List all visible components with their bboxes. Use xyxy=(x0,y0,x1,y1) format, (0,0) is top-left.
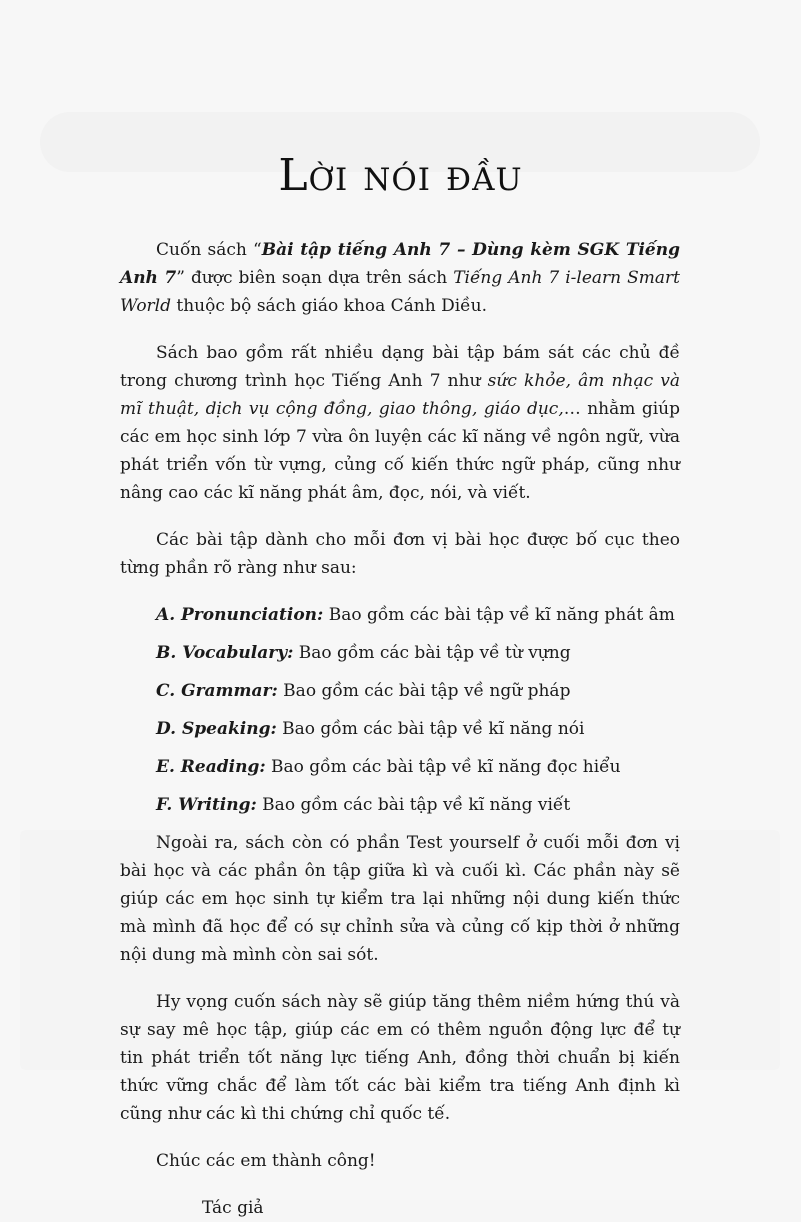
list-item: D. Speaking: Bao gồm các bài tập về kĩ năng nói xyxy=(156,719,585,739)
topics-paragraph: Sách bao gồm rất nhiều dạng bài tập bám sát các chủ đề trong chương trình học Tiếng Anh 7 như sức khỏe, âm nhạc và mĩ thuật, dịch vụ cộng đồng, giao thông, giáo dục,… nhằm giúp các em học sinh lớp 7 vừa ôn luyện các kĩ năng về ngôn ngữ, vừa phát triển vốn từ vựng, củng cố kiến thức ngữ pháp, cũng như nâng cao các kĩ năng phát âm, đọc, nói, và viết. xyxy=(120,343,680,503)
preface-body xyxy=(120,236,680,1222)
book-title: Bài tập tiếng Anh 7 – Dùng kèm SGK Tiếng Anh 7 xyxy=(120,240,680,288)
list-item: F. Writing: Bao gồm các bài tập về kĩ năng viết xyxy=(156,795,571,815)
signature: Tác giả xyxy=(202,1198,264,1218)
closing-line: Chúc các em thành công! xyxy=(156,1151,376,1171)
extra-paragraph: Ngoài ra, sách còn có phần Test yourself ở cuối mỗi đơn vị bài học và các phần ôn tập giữa kì và cuối kì. Các phần này sẽ giúp các em học sinh tự kiểm tra lại những nội dung kiến thức mà mình đã học để có sự chỉnh sửa và củng cố kịp thời ở những nội dung mà mình còn sai sót. xyxy=(120,833,680,965)
list-item: C. Grammar: Bao gồm các bài tập về ngữ pháp xyxy=(156,681,571,701)
list-item: A. Pronunciation: Bao gồm các bài tập về kĩ năng phát âm xyxy=(156,605,675,625)
section-list xyxy=(120,601,680,819)
list-item: E. Reading: Bao gồm các bài tập về kĩ năng đọc hiểu xyxy=(156,757,621,777)
source-book-title: Tiếng Anh 7 i-learn Smart World xyxy=(120,268,680,316)
topic-list: sức khỏe, âm nhạc và mĩ thuật, dịch vụ cộng đồng, giao thông, giáo dục, xyxy=(120,371,680,419)
list-item: B. Vocabulary: Bao gồm các bài tập về từ vựng xyxy=(156,643,571,663)
page-title: Lời nói đầu xyxy=(278,150,523,201)
hope-paragraph: Hy vọng cuốn sách này sẽ giúp tăng thêm niềm hứng thú và sự say mê học tập, giúp các em có thêm nguồn động lực để tự tin phát triển tốt năng lực tiếng Anh, đồng thời chuẩn bị kiến thức vững chắc để làm tốt các bài kiểm tra tiếng Anh định kì cũng như các kì thi chứng chỉ quốc tế. xyxy=(120,992,680,1124)
intro-paragraph: Cuốn sách “Bài tập tiếng Anh 7 – Dùng kèm SGK Tiếng Anh 7” được biên soạn dựa trên sách Tiếng Anh 7 i-learn Smart World thuộc bộ sách giáo khoa Cánh Diều. xyxy=(120,240,680,316)
structure-intro: Các bài tập dành cho mỗi đơn vị bài học được bố cục theo từng phần rõ ràng như sau: xyxy=(120,530,680,578)
